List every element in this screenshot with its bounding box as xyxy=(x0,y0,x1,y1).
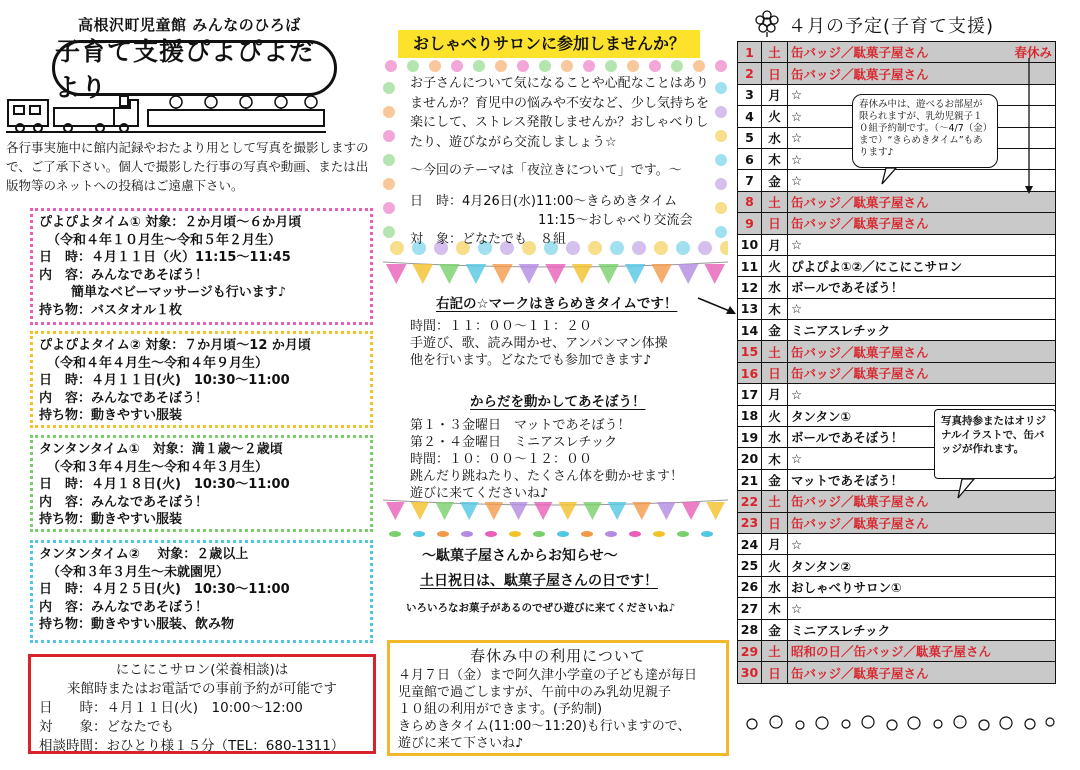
calendar-weekday: 月 xyxy=(762,234,788,255)
calendar-day: 18 xyxy=(738,405,762,426)
calendar-event-text: タンタン② xyxy=(791,558,852,574)
salon-target: 対 象：どなたでも ８組 xyxy=(410,232,567,247)
calendar-event-text: ☆ xyxy=(791,386,803,402)
calendar-event-text: 昭和の日／缶バッジ／駄菓子屋さん xyxy=(791,644,992,660)
salon-theme: ～今回のテーマは「夜泣きについて」です。～ xyxy=(410,163,682,178)
event-title: ぴよぴよタイム① 対象：２か月頃～６か月頃 xyxy=(39,215,302,230)
calendar-event-text: ☆ xyxy=(791,301,803,317)
calendar-event xyxy=(788,533,1056,554)
event-tantan-1 xyxy=(30,435,373,532)
calendar-day: 4 xyxy=(738,106,762,127)
calendar-weekday: 日 xyxy=(762,362,788,383)
calendar-event xyxy=(788,63,1056,84)
spring-note-bubble: 春休み中は、遊べるお部屋が限られますが、乳幼児親子１０組予約制です。（～4/7（金）まで）“きらめきタイム”もあります♪ xyxy=(852,94,998,168)
calendar-day: 6 xyxy=(738,148,762,169)
arrow-right-icon xyxy=(696,294,738,318)
calendar-event-text: 缶バッジ／駄菓子屋さん xyxy=(791,194,929,210)
calendar-day: 28 xyxy=(738,619,762,640)
calendar-event-text: 缶バッジ／駄菓子屋さん xyxy=(791,66,929,82)
calendar-row xyxy=(738,533,1056,554)
calendar-event-text: ボールであそぼう！ xyxy=(791,280,904,296)
spring-break-box xyxy=(387,640,729,756)
event-range: （令和４年１０月生～令和５年２月生） xyxy=(47,232,282,248)
calendar-day: 10 xyxy=(738,234,762,255)
calendar-event-text: ☆ xyxy=(791,87,803,103)
calendar-event xyxy=(788,576,1056,597)
kirameki-title: 右記の☆マークはきらめきタイムです！ xyxy=(436,296,678,312)
event-content: 内 容：みんなであそぼう！ xyxy=(39,390,209,406)
calendar-event xyxy=(788,598,1056,619)
consult-subtitle: 来館時またはお電話での事前予約が可能です xyxy=(67,681,337,697)
bunting-decoration xyxy=(383,258,728,288)
calendar-event xyxy=(788,341,1056,362)
calendar-event xyxy=(788,213,1056,234)
event-date: 日 時：４月１１日（火）11:15～11:45 xyxy=(39,250,291,265)
event-piyopiyo-2 xyxy=(30,331,373,428)
calendar-row xyxy=(738,341,1056,362)
calendar-row xyxy=(738,555,1056,576)
event-piyopiyo-1 xyxy=(30,208,373,325)
calendar-weekday: 金 xyxy=(762,619,788,640)
calendar-row xyxy=(738,512,1056,533)
calendar-row xyxy=(738,640,1056,661)
calendar-event xyxy=(788,491,1056,512)
train-illustration xyxy=(6,94,326,136)
consult-date: 日 時：４月１１日(火) 10:00～12:00 xyxy=(39,700,303,716)
event-range: （令和４年４月生～令和４年９月生） xyxy=(47,355,269,371)
calendar-event xyxy=(788,555,1056,576)
calendar-weekday: 金 xyxy=(762,170,788,191)
calendar-row xyxy=(738,619,1056,640)
calendar-row xyxy=(738,598,1056,619)
calendar-row xyxy=(738,170,1056,191)
calendar-day: 25 xyxy=(738,555,762,576)
consult-target: 対 象：どなたでも xyxy=(39,719,174,735)
dagashi-title: ～駄菓子屋さんからお知らせ～ xyxy=(422,548,618,564)
calendar-weekday: 金 xyxy=(762,469,788,490)
calendar-row xyxy=(738,298,1056,319)
calendar-row xyxy=(738,362,1056,383)
calendar-weekday: 土 xyxy=(762,491,788,512)
badge-note-bubble: 写真持参またはオリジナルイラストで、缶バッジが作れます。 xyxy=(934,409,1056,479)
calendar-event-text: タンタン① xyxy=(791,408,852,424)
calendar-title: ４月の予定(子育て支援) xyxy=(788,16,995,37)
nikoniko-salon-box xyxy=(28,654,376,754)
calendar-day: 21 xyxy=(738,469,762,490)
calendar-day: 22 xyxy=(738,491,762,512)
calendar-day: 7 xyxy=(738,170,762,191)
newsletter-title: 子育て支援ぴよぴよだより xyxy=(52,40,337,96)
event-range: （令和３年３月生～未就園児） xyxy=(47,564,230,580)
flower-icon xyxy=(752,10,782,38)
calendar-weekday: 水 xyxy=(762,127,788,148)
calendar-event xyxy=(788,277,1056,298)
calendar-day: 26 xyxy=(738,576,762,597)
calendar-event-text: おしゃべりサロン① xyxy=(791,579,902,595)
calendar-event xyxy=(788,662,1056,683)
photo-notice: 各行事実施中に館内記録やおたより用として写真を撮影しますので、ご了承下さい。個人で撮影した行事の写真や動画、または出版物等のネットへの投稿はご遠慮下さい。 xyxy=(6,140,369,193)
calendar-event xyxy=(788,512,1056,533)
calendar-event xyxy=(788,234,1056,255)
calendar-event-text: 缶バッジ／駄菓子屋さん xyxy=(791,344,929,360)
consult-time: 相談時間：おひとり様１５分（TEL：680-1311） xyxy=(39,738,345,754)
calendar-weekday: 土 xyxy=(762,191,788,212)
calendar-event xyxy=(788,640,1056,661)
spring-line: 児童館で過ごしますが、午前中のみ乳幼児親子 xyxy=(398,685,672,700)
consult-title: にこにこサロン(栄養相談)は xyxy=(115,662,289,678)
calendar-event-text: ☆ xyxy=(791,237,803,253)
calendar-row xyxy=(738,491,1056,512)
calendar-day: 3 xyxy=(738,84,762,105)
calendar-weekday: 土 xyxy=(762,640,788,661)
spring-line: １０組の利用ができます。(予約制) xyxy=(398,702,603,717)
event-items: 持ち物：動きやすい服装 xyxy=(39,408,183,423)
calendar-event xyxy=(788,619,1056,640)
calendar-event-text: 缶バッジ／駄菓子屋さん xyxy=(791,45,929,61)
calendar-event-text: ぴよぴよ①②／にこにこサロン xyxy=(791,259,963,275)
flower-border-illustration xyxy=(738,710,1056,738)
event-content: 内 容：みんなであそぼう！ xyxy=(39,267,209,283)
calendar-weekday: 月 xyxy=(762,84,788,105)
salon-date: 日 時：4月26日(水)11:00～きらめきタイム xyxy=(410,194,678,209)
calendar-event xyxy=(788,191,1056,212)
calendar-row xyxy=(738,662,1056,683)
calendar-event-text: マットであそぼう！ xyxy=(791,473,904,488)
event-date: 日 時：４月２５日(火) 10:30～11:00 xyxy=(39,582,290,597)
calendar-weekday: 月 xyxy=(762,384,788,405)
event-content: 内 容：みんなであそぼう！ xyxy=(39,599,209,615)
event-title: タンタンタイム① 対象：満１歳～２歳頃 xyxy=(39,442,283,457)
karada-line: 第１・３金曜日 マットであそぼう！ xyxy=(410,418,631,433)
calendar-row xyxy=(738,63,1056,84)
calendar-row xyxy=(738,42,1056,63)
karada-line: 遊びに来てくださいね♪ xyxy=(410,486,549,501)
calendar-row xyxy=(738,576,1056,597)
calendar-weekday: 水 xyxy=(762,427,788,448)
calendar-row xyxy=(738,255,1056,276)
calendar-day: 9 xyxy=(738,213,762,234)
calendar-event-text: ☆ xyxy=(791,451,803,467)
calendar-event xyxy=(788,362,1056,383)
karada-line: 第２・４金曜日 ミニアスレチック xyxy=(410,435,618,450)
calendar-weekday: 土 xyxy=(762,341,788,362)
calendar-day: 16 xyxy=(738,362,762,383)
salon-title: おしゃべりサロンに参加しませんか？ xyxy=(398,30,700,58)
calendar-day: 13 xyxy=(738,298,762,319)
calendar-event-text: 缶バッジ／駄菓子屋さん xyxy=(791,494,929,510)
kirameki-line: 手遊び、歌、読み聞かせ、アンパンマン体操 xyxy=(410,336,668,351)
calendar-row xyxy=(738,213,1056,234)
calendar-event-text: ボールであそぼう！ xyxy=(791,430,904,446)
calendar-day: 30 xyxy=(738,662,762,683)
calendar-day: 14 xyxy=(738,320,762,341)
calendar-event xyxy=(788,384,1056,405)
calendar-event xyxy=(788,298,1056,319)
calendar-day: 20 xyxy=(738,448,762,469)
event-date: 日 時：４月１１日(火) 10:30～11:00 xyxy=(39,373,290,388)
calendar-day: 1 xyxy=(738,42,762,63)
bunting-decoration-2 xyxy=(383,496,728,544)
event-items: 持ち物：バスタオル１枚 xyxy=(39,302,183,318)
kirameki-body xyxy=(410,318,730,369)
calendar-weekday: 日 xyxy=(762,512,788,533)
calendar-weekday: 日 xyxy=(762,662,788,683)
event-date: 日 時：４月１８日(火) 10:30～11:00 xyxy=(39,477,290,492)
calendar-weekday: 火 xyxy=(762,555,788,576)
calendar-day: 27 xyxy=(738,598,762,619)
karada-title: からだを動かしてあそぼう！ xyxy=(470,394,646,410)
calendar-day: 23 xyxy=(738,512,762,533)
calendar-weekday: 日 xyxy=(762,63,788,84)
calendar-row xyxy=(738,277,1056,298)
calendar-row xyxy=(738,191,1056,212)
calendar-event xyxy=(788,42,1056,63)
event-items: 持ち物：動きやすい服装、飲み物 xyxy=(39,617,235,632)
kirameki-line: 時間：１１：００～１１：２０ xyxy=(410,319,593,334)
calendar-event-text: ☆ xyxy=(791,536,803,552)
event-extra: 簡単なベビーマッサージも行います♪ xyxy=(71,285,286,300)
spring-line: ４月７日（金）まで阿久津小学童の子ども達が毎日 xyxy=(398,668,698,683)
calendar-day: 24 xyxy=(738,533,762,554)
calendar-event-text: ☆ xyxy=(791,151,803,167)
calendar-weekday: 木 xyxy=(762,598,788,619)
calendar-row xyxy=(738,384,1056,405)
calendar-weekday: 木 xyxy=(762,148,788,169)
calendar-event-text: ☆ xyxy=(791,173,803,189)
calendar-weekday: 月 xyxy=(762,533,788,554)
calendar-day: 15 xyxy=(738,341,762,362)
calendar-event-text: ミニアスレチック xyxy=(791,323,891,339)
dagashi-subtitle: 土日祝日は、駄菓子屋さんの日です！ xyxy=(420,573,658,589)
calendar-event-text: ミニアスレチック xyxy=(791,622,891,638)
calendar-day: 17 xyxy=(738,384,762,405)
salon-body: お子さんについて気になることや心配なことはありませんか？育児中の悩みや不安など、少し気持ちを楽にして、ストレス発散しませんか？おしゃべりしたり、遊びながら交流しましょう☆ xyxy=(410,76,710,150)
calendar-weekday: 火 xyxy=(762,405,788,426)
calendar-weekday: 日 xyxy=(762,213,788,234)
calendar-weekday: 金 xyxy=(762,320,788,341)
calendar-day: 19 xyxy=(738,427,762,448)
calendar-event-text: 缶バッジ／駄菓子屋さん xyxy=(791,366,929,382)
calendar-row xyxy=(738,320,1056,341)
calendar-day: 8 xyxy=(738,191,762,212)
calendar-day: 12 xyxy=(738,277,762,298)
calendar-weekday: 木 xyxy=(762,448,788,469)
calendar-weekday: 木 xyxy=(762,298,788,319)
event-range: （令和３年４月生～令和４年３月生） xyxy=(47,459,269,475)
event-tantan-2 xyxy=(30,540,373,643)
salon-date-2: 11:15～おしゃべり交流会 xyxy=(538,213,693,228)
karada-line: 跳んだり跳ねたり、たくさん体を動かせます！ xyxy=(410,469,684,484)
calendar-weekday: 火 xyxy=(762,255,788,276)
calendar-weekday: 火 xyxy=(762,106,788,127)
calendar-row xyxy=(738,234,1056,255)
calendar-event xyxy=(788,320,1056,341)
calendar-event-text: ☆ xyxy=(791,130,803,146)
event-title: タンタンタイム② 対象：２歳以上 xyxy=(39,547,249,562)
calendar-event-text: ☆ xyxy=(791,600,803,616)
facility-name: 高根沢町児童館 みんなのひろば xyxy=(78,16,301,34)
calendar-event-text: ☆ xyxy=(791,108,803,124)
spring-line: きらめきタイム(11:00～11:20)も行いますので、 xyxy=(398,719,691,734)
calendar-weekday: 土 xyxy=(762,42,788,63)
calendar-event-text: 缶バッジ／駄菓子屋さん xyxy=(791,665,929,681)
spring-title: 春休み中の利用について xyxy=(470,647,646,665)
spring-break-tag: 春休み xyxy=(1014,45,1052,61)
karada-body xyxy=(410,417,730,502)
kirameki-line: 他を行います。どなたでも参加できます♪ xyxy=(410,353,652,368)
calendar-day: 11 xyxy=(738,255,762,276)
spring-line: 遊びに来て下さいね♪ xyxy=(398,736,524,751)
calendar-event xyxy=(788,255,1056,276)
calendar-day: 2 xyxy=(738,63,762,84)
calendar-weekday: 水 xyxy=(762,576,788,597)
calendar-weekday: 水 xyxy=(762,277,788,298)
karada-line: 時間：１０：００～１２：００ xyxy=(410,452,593,467)
calendar-event-text: 缶バッジ／駄菓子屋さん xyxy=(791,216,929,232)
calendar-day: 5 xyxy=(738,127,762,148)
event-content: 内 容：みんなであそぼう！ xyxy=(39,494,209,510)
calendar-event xyxy=(788,170,1056,191)
event-title: ぴよぴよタイム② 対象：７か月頃～12 か月頃 xyxy=(39,338,311,353)
calendar-event-text: 缶バッジ／駄菓子屋さん xyxy=(791,515,929,531)
calendar-day: 29 xyxy=(738,640,762,661)
dagashi-message: いろいろなお菓子があるのでぜひ遊びに来てくださいね♪ xyxy=(406,602,676,614)
event-items: 持ち物：動きやすい服装 xyxy=(39,512,183,527)
